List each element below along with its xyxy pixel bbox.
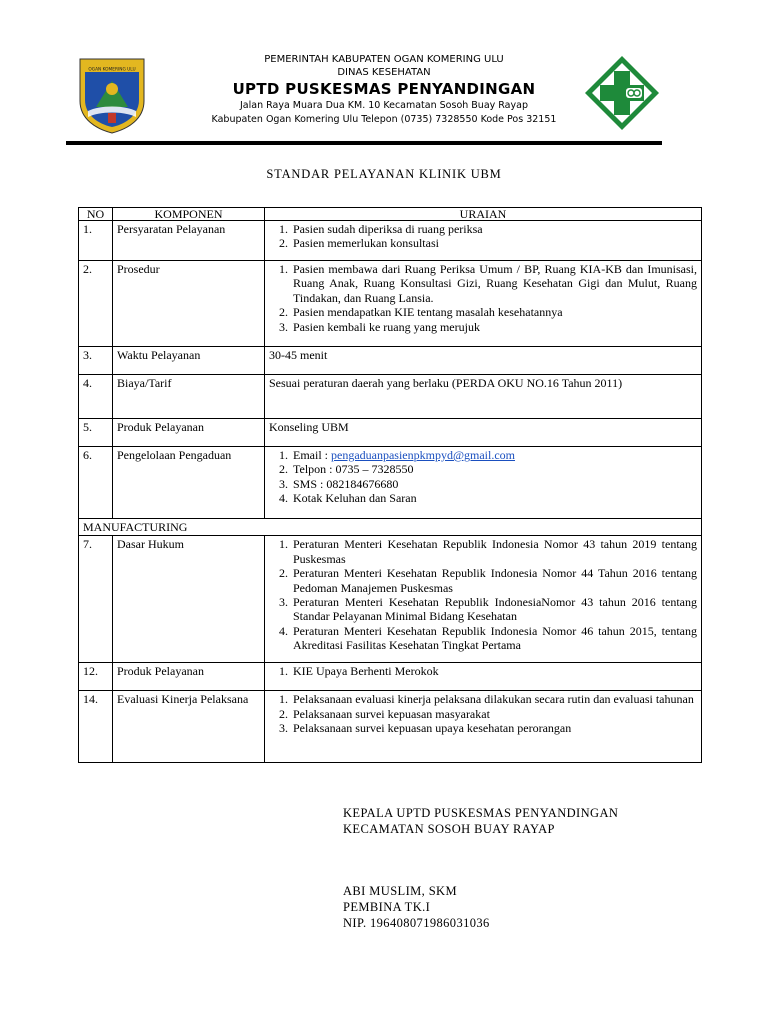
header-komponen: KOMPONEN [113, 208, 265, 221]
list-item: 1. KIE Upaya Berhenti Merokok [291, 664, 697, 678]
institution-title: UPTD PUSKESMAS PENYANDINGAN [232, 80, 536, 98]
row-description [265, 663, 702, 691]
signature-block [343, 805, 618, 931]
letterhead [0, 0, 768, 150]
row-number: 12. [79, 663, 113, 691]
row-number: 5. [79, 419, 113, 447]
list-item: 2. Pelaksanaan survei kepuasan masyarakat [291, 707, 697, 721]
section-label: MANUFACTURING [79, 519, 702, 536]
list-item: 3. Pelaksanaan survei kepuasan upaya kesehatan perorangan [291, 721, 697, 735]
row-component: Dasar Hukum [113, 536, 265, 663]
address-line-2: Kabupaten Ogan Komering Ulu Telepon (0735) 7328550 Kode Pos 32151 [211, 114, 557, 125]
row-description [265, 447, 702, 519]
signature-space [343, 837, 618, 883]
list-item: 1. Pasien sudah diperiksa di ruang periksa [291, 222, 697, 236]
row-number: 14. [79, 691, 113, 763]
row-component: Prosedur [113, 261, 265, 347]
row-component: Biaya/Tarif [113, 375, 265, 419]
letterhead-text [150, 53, 618, 127]
row-number: 1. [79, 221, 113, 261]
row-component: Evaluasi Kinerja Pelaksana [113, 691, 265, 763]
row-description [265, 536, 702, 663]
list-item: 2. Telpon : 0735 – 7328550 [291, 462, 697, 476]
government-name: PEMERINTAH KABUPATEN OGAN KOMERING ULU [264, 54, 504, 65]
table-row [79, 375, 702, 419]
row-number: 4. [79, 375, 113, 419]
list-item-email [291, 448, 697, 462]
list-item: 1. Peraturan Menteri Kesehatan Republik Indonesia Nomor 43 tahun 2019 tentang Puskesmas [291, 537, 697, 566]
signatory-nip: NIP. 196408071986031036 [343, 916, 490, 930]
row-description: 30-45 menit [265, 347, 702, 375]
table-row [79, 419, 702, 447]
row-number: 6. [79, 447, 113, 519]
header-uraian: URAIAN [265, 208, 702, 221]
section-row [79, 519, 702, 536]
service-standard-table [78, 207, 702, 763]
list-item: 2. Pasien memerlukan konsultasi [291, 236, 697, 250]
email-label: Email : [293, 448, 331, 462]
row-number: 2. [79, 261, 113, 347]
table-row [79, 347, 702, 375]
list-item: 4. Peraturan Menteri Kesehatan Republik Indonesia Nomor 46 tahun 2015, tentang Akreditasi Fasilitas Kesehatan Tingkat Pertama [291, 624, 697, 653]
document-title: STANDAR PELAYANAN KLINIK UBM [266, 167, 502, 181]
row-component: Waktu Pelayanan [113, 347, 265, 375]
signatory-name: ABI MUSLIM, SKM [343, 884, 458, 898]
signatory-subtitle: KECAMATAN SOSOH BUAY RAYAP [343, 822, 555, 836]
row-number: 7. [79, 536, 113, 663]
table-row [79, 536, 702, 663]
list-item: 3. SMS : 082184676680 [291, 477, 697, 491]
row-component: Pengelolaan Pengaduan [113, 447, 265, 519]
row-description: Konseling UBM [265, 419, 702, 447]
list-item: 1. Pelaksanaan evaluasi kinerja pelaksana dilakukan secara rutin dan evaluasi tahunan [291, 692, 697, 706]
row-description [265, 221, 702, 261]
list-item: 4. Kotak Keluhan dan Saran [291, 491, 697, 505]
svg-text:OGAN KOMERING ULU: OGAN KOMERING ULU [88, 67, 136, 73]
regency-emblem-icon [74, 55, 150, 135]
header-no: NO [79, 208, 113, 221]
table-row [79, 261, 702, 347]
row-component: Produk Pelayanan [113, 663, 265, 691]
list-item: 3. Peraturan Menteri Kesehatan Republik IndonesiaNomor 43 tahun 2016 tentang Standar Pelayanan Minimal Bidang Kesehatan [291, 595, 697, 624]
list-item: 2. Pasien mendapatkan KIE tentang masalah kesehatannya [291, 305, 697, 319]
signatory-rank: PEMBINA TK.I [343, 900, 431, 914]
header-divider [66, 141, 662, 145]
address-line-1: Jalan Raya Muara Dua KM. 10 Kecamatan Sosoh Buay Rayap [240, 100, 528, 111]
row-component: Produk Pelayanan [113, 419, 265, 447]
list-item: 3. Pasien kembali ke ruang yang merujuk [291, 320, 697, 334]
table-row [79, 663, 702, 691]
signatory-title: KEPALA UPTD PUSKESMAS PENYANDINGAN [343, 806, 619, 820]
table-row [79, 447, 702, 519]
department-name: DINAS KESEHATAN [337, 67, 431, 78]
row-description: Sesuai peraturan daerah yang berlaku (PERDA OKU NO.16 Tahun 2011) [265, 375, 702, 419]
row-description [265, 261, 702, 347]
puskesmas-logo-icon [582, 53, 662, 133]
row-component: Persyaratan Pelayanan [113, 221, 265, 261]
table-header-row [79, 208, 702, 221]
table-row [79, 691, 702, 763]
list-item: 2. Peraturan Menteri Kesehatan Republik Indonesia Nomor 44 Tahun 2016 tentang Pedoman Manajemen Puskesmas [291, 566, 697, 595]
row-number: 3. [79, 347, 113, 375]
table-row [79, 221, 702, 261]
complaint-email-link[interactable]: pengaduanpasienpkmpyd@gmail.com [331, 448, 516, 462]
list-item: 1. Pasien membawa dari Ruang Periksa Umum / BP, Ruang KIA-KB dan Imunisasi, Ruang Anak, Ruang Konsultasi Gizi, Ruang Kesehatan Gigi dan Mulut, Ruang Tindakan, dan Ruang Lansia. [291, 262, 697, 305]
row-description [265, 691, 702, 763]
